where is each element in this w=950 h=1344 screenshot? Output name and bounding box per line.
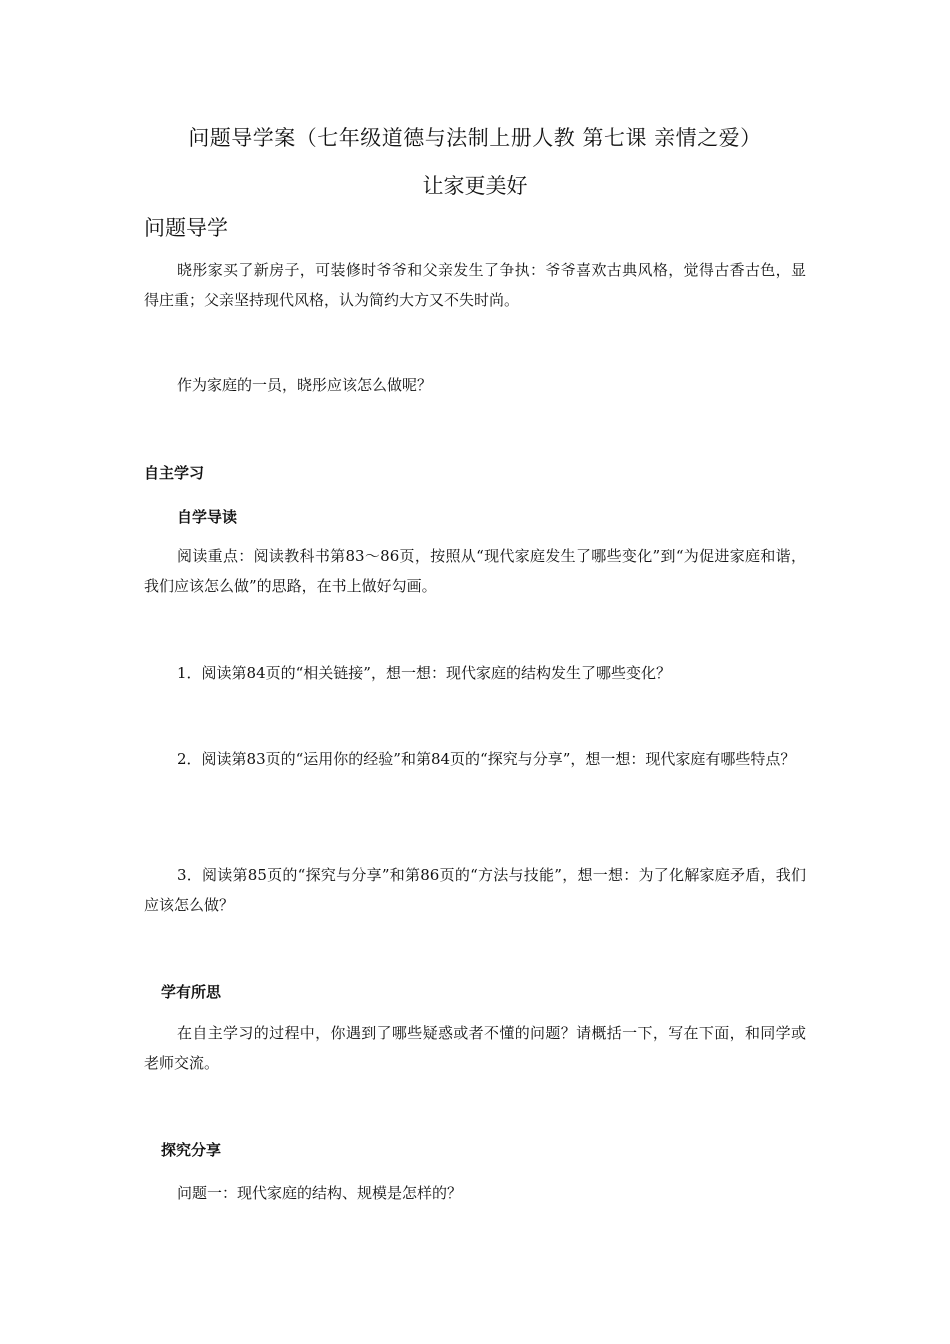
reflection-heading: 学有所思 (161, 983, 222, 1001)
reflection-paragraph: 在自主学习的过程中，你遇到了哪些疑惑或者不懂的问题？请概括一下，写在下面，和同学或老师交流。 (144, 1024, 806, 1072)
explore-question-1: 问题一：现代家庭的结构、规模是怎样的？ (177, 1184, 463, 1202)
explore-heading: 探究分享 (161, 1141, 222, 1159)
intro-paragraph: 晓彤家买了新房子，可装修时爷爷和父亲发生了争执：爷爷喜欢古典风格，觉得古香古色，显得庄重；父亲坚持现代风格，认为简约大方又不失时尚。 (144, 261, 806, 309)
question-2: 2．阅读第83页的“运用你的经验”和第84页的“探究与分享”，想一想：现代家庭有哪些特点？ (177, 750, 796, 768)
intro-question: 作为家庭的一员，晓彤应该怎么做呢？ (177, 376, 433, 394)
document-title: 问题导学案（七年级道德与法制上册人教 第七课 亲情之爱） (188, 126, 762, 150)
document-subtitle: 让家更美好 (422, 174, 528, 198)
question-1: 1．阅读第84页的“相关链接”，想一想：现代家庭的结构发生了哪些变化？ (177, 664, 671, 682)
self-study-heading: 自主学习 (144, 464, 205, 482)
reading-focus-paragraph: 阅读重点：阅读教科书第83～86页，按照从“现代家庭发生了哪些变化”到“为促进家庭和谐，我们应该怎么做”的思路，在书上做好勾画。 (144, 547, 806, 595)
question-3: 3．阅读第85页的“探究与分享”和第86页的“方法与技能”，想一想：为了化解家庭矛盾，我们应该怎么做？ (144, 866, 806, 914)
self-study-subheading: 自学导读 (177, 508, 238, 526)
section-heading-main: 问题导学 (144, 216, 228, 240)
